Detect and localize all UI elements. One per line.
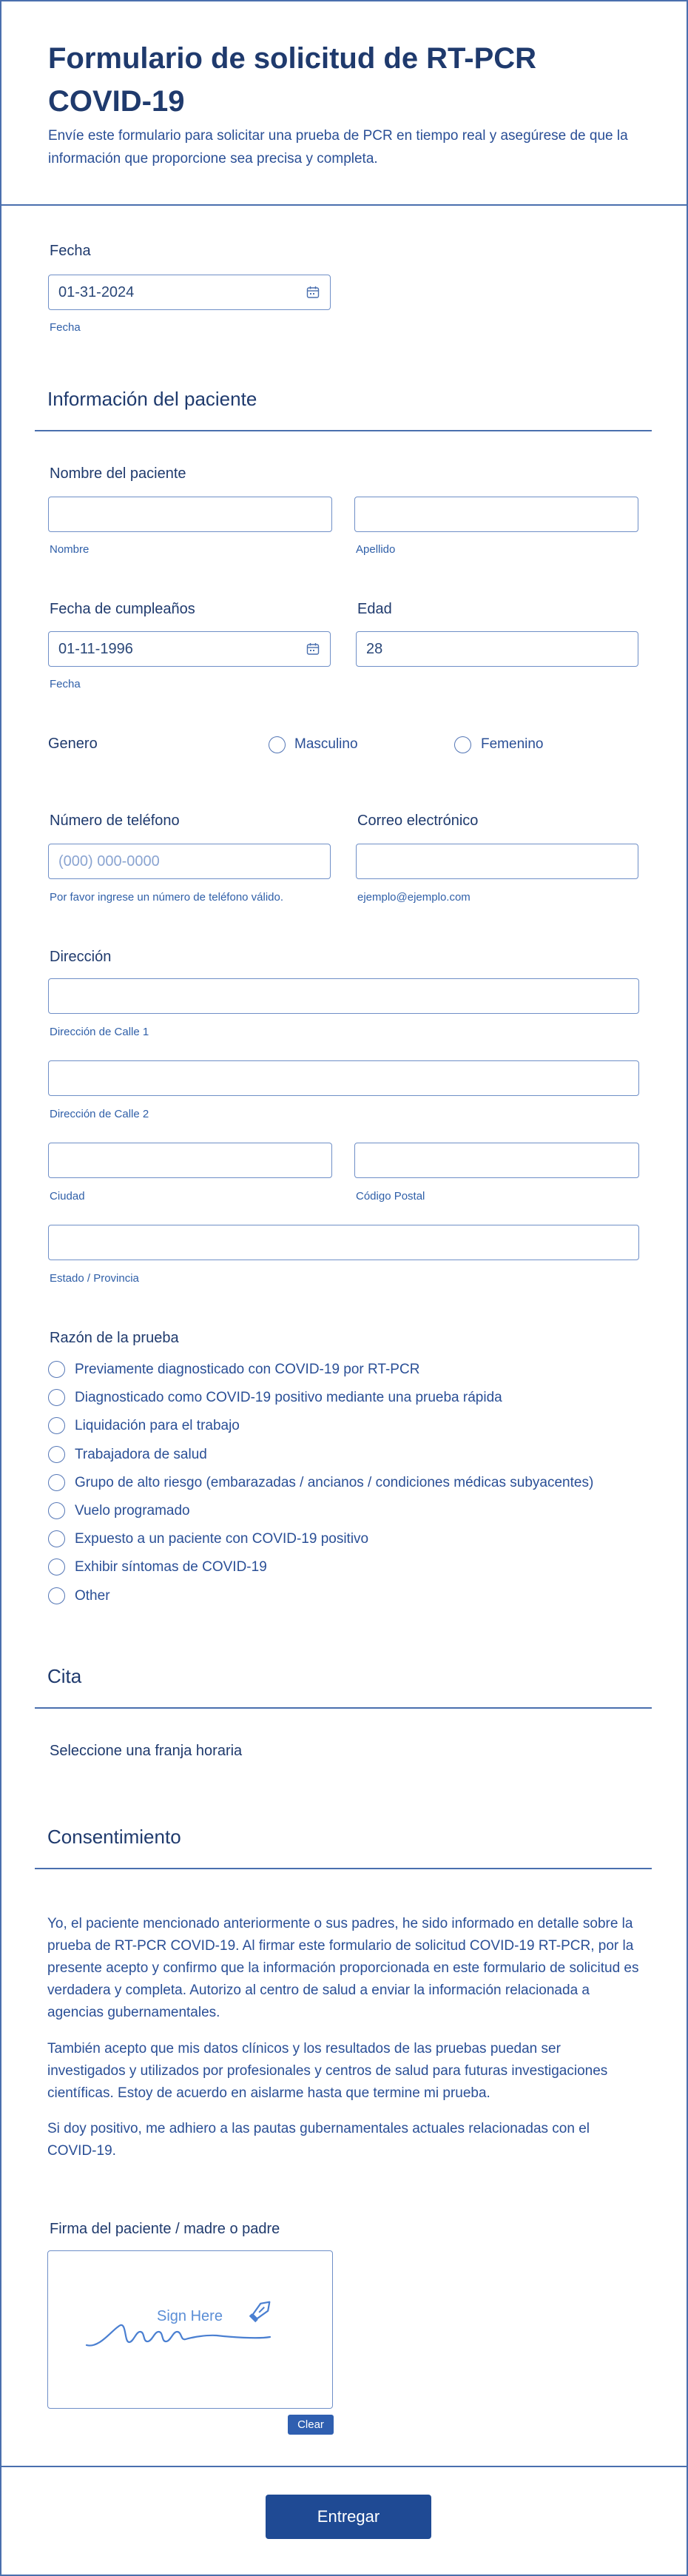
street2-input[interactable]	[48, 1060, 639, 1096]
reason-radio[interactable]	[48, 1502, 65, 1519]
time-slot-label: Seleccione una franja horaria	[50, 1743, 243, 1759]
page-title: Formulario de solicitud de RT-PCR COVID-19	[48, 42, 537, 118]
postal-sublabel: Código Postal	[356, 1190, 425, 1203]
section-title-appointment: Cita	[47, 1665, 82, 1687]
submit-button[interactable]: Entregar	[266, 2495, 431, 2539]
section-title-consent: Consentimiento	[47, 1826, 181, 1848]
fecha-input[interactable]	[48, 275, 331, 310]
clear-signature-button[interactable]: Clear	[288, 2415, 334, 2435]
birthday-input[interactable]	[48, 631, 331, 667]
birthday-label: Fecha de cumpleaños	[50, 601, 195, 617]
address-label: Dirección	[50, 949, 112, 965]
radio-label-masculino: Masculino	[294, 736, 358, 752]
age-input[interactable]	[356, 631, 638, 667]
page-subtitle: Envíe este formulario para solicitar una prueba de PCR en tiempo real y asegúrese de que la información que proporcione sea precisa y completa.	[48, 128, 628, 167]
postal-input[interactable]	[354, 1143, 639, 1178]
reason-radio-label: Liquidación para el trabajo	[75, 1418, 240, 1433]
signature-pad[interactable]	[47, 2250, 333, 2409]
consent-paragraph-2: También acepto que mis datos clínicos y los resultados de las pruebas puedan ser investigados y utilizados por profesionales y centros de salud para futuras investigaciones científicas. Estoy de acuerdo en aislarme hasta que termine mi prueba.	[47, 2041, 608, 2101]
fecha-sublabel: Fecha	[50, 321, 81, 334]
fecha-label: Fecha	[50, 243, 91, 259]
footer-divider	[1, 2466, 687, 2467]
reason-radio[interactable]	[48, 1587, 65, 1604]
email-input[interactable]	[356, 844, 638, 879]
state-sublabel: Estado / Provincia	[50, 1272, 139, 1285]
email-label: Correo electrónico	[357, 813, 479, 829]
reason-radio[interactable]	[48, 1389, 65, 1406]
first-name-sublabel: Nombre	[50, 543, 90, 556]
reason-label: Razón de la prueba	[50, 1330, 179, 1346]
first-name-input[interactable]	[48, 497, 332, 532]
reason-radio-label: Other	[75, 1588, 110, 1604]
reason-radio-label: Previamente diagnosticado con COVID-19 por RT-PCR	[75, 1362, 420, 1377]
reason-radio[interactable]	[48, 1530, 65, 1547]
sign-here-text: Sign Here	[157, 2308, 223, 2324]
email-sublabel: ejemplo@ejemplo.com	[357, 891, 471, 904]
age-value: 28	[366, 640, 383, 657]
phone-placeholder: (000) 000-0000	[58, 852, 160, 870]
signature-placeholder-graphic	[48, 2251, 334, 2409]
phone-label: Número de teléfono	[50, 813, 180, 829]
phone-input[interactable]	[48, 844, 331, 879]
calendar-icon[interactable]	[306, 642, 320, 656]
radio-label-femenino: Femenino	[481, 736, 544, 752]
street2-sublabel: Dirección de Calle 2	[50, 1108, 149, 1120]
birthday-value: 01-11-1996	[58, 640, 133, 657]
reason-radio-label: Vuelo programado	[75, 1503, 190, 1519]
section-divider	[35, 430, 652, 431]
reason-radio-label: Exhibir síntomas de COVID-19	[75, 1559, 267, 1575]
reason-radio[interactable]	[48, 1558, 65, 1575]
reason-radio[interactable]	[48, 1417, 65, 1434]
reason-radio[interactable]	[48, 1474, 65, 1491]
last-name-input[interactable]	[354, 497, 638, 532]
pen-icon	[249, 2298, 273, 2323]
reason-radio[interactable]	[48, 1361, 65, 1378]
section-divider	[35, 1707, 652, 1709]
radio-masculino[interactable]	[269, 736, 286, 753]
reason-radio[interactable]	[48, 1446, 65, 1463]
street1-input[interactable]	[48, 978, 639, 1014]
radio-femenino[interactable]	[454, 736, 471, 753]
form-header	[1, 1, 687, 206]
city-input[interactable]	[48, 1143, 332, 1178]
street1-sublabel: Dirección de Calle 1	[50, 1026, 149, 1038]
fecha-value: 01-31-2024	[58, 283, 135, 300]
section-title-patient: Información del paciente	[47, 388, 257, 410]
consent-paragraph-3: Si doy positivo, me adhiero a las pautas gubernamentales actuales relacionadas con el COVID-19.	[47, 2121, 590, 2159]
phone-sublabel: Por favor ingrese un número de teléfono válido.	[50, 891, 284, 904]
calendar-icon[interactable]	[306, 286, 320, 299]
signature-label: Firma del paciente / madre o padre	[50, 2221, 280, 2237]
reason-radio-label: Trabajadora de salud	[75, 1447, 207, 1462]
city-sublabel: Ciudad	[50, 1190, 85, 1203]
state-input[interactable]	[48, 1225, 639, 1260]
last-name-sublabel: Apellido	[356, 543, 396, 556]
patient-name-label: Nombre del paciente	[50, 465, 186, 482]
reason-radio-label: Grupo de alto riesgo (embarazadas / ancianos / condiciones médicas subyacentes)	[75, 1475, 594, 1490]
age-label: Edad	[357, 601, 392, 617]
gender-label: Genero	[48, 736, 98, 752]
reason-radio-label: Expuesto a un paciente con COVID-19 positivo	[75, 1531, 369, 1547]
birthday-sublabel: Fecha	[50, 678, 81, 690]
consent-paragraph-1: Yo, el paciente mencionado anteriormente o sus padres, he sido informado en detalle sobre la prueba de RT-PCR COVID-19. Al firmar este formulario de solicitud COVID-19 RT-PCR, por la presente acepto y confirmo que la información proporcionada en este formulario de solicitud es verdadera y completa. Autorizo al centro de salud a enviar la información relacionada a agencias gubernamentales.	[47, 1916, 639, 2020]
section-divider	[35, 1868, 652, 1869]
reason-radio-label: Diagnosticado como COVID-19 positivo mediante una prueba rápida	[75, 1390, 502, 1405]
